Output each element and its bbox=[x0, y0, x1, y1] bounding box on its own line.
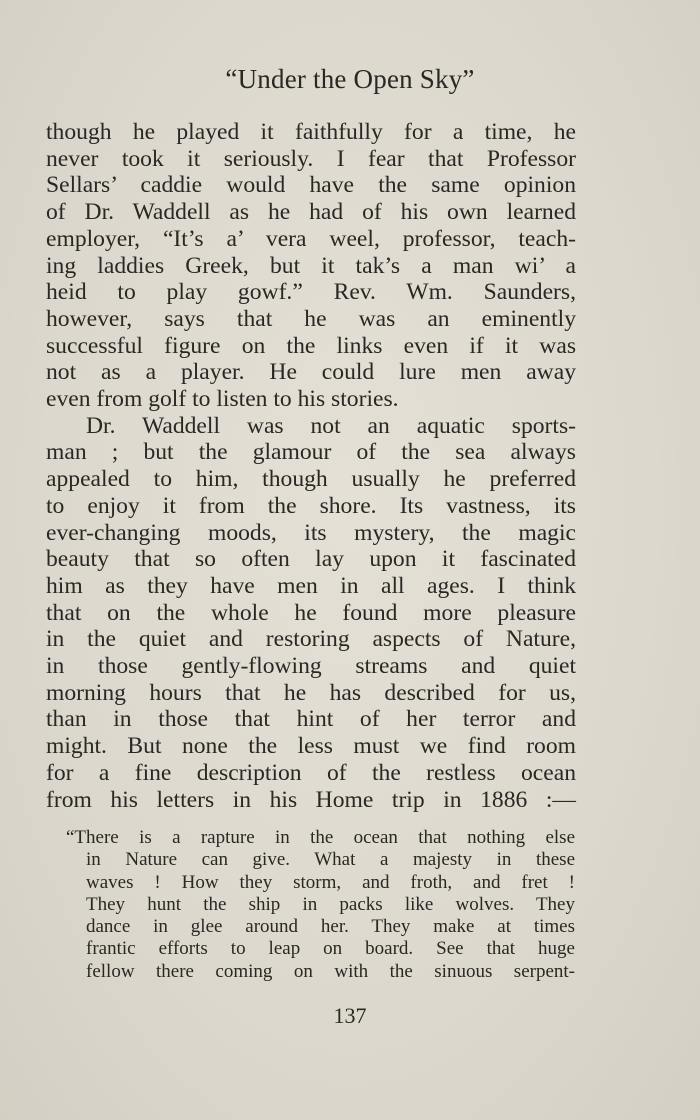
text-line: from his letters in his Home trip in 1886 :— bbox=[46, 786, 576, 813]
quote-line: frantic efforts to leap on board. See that huge bbox=[86, 938, 575, 960]
text-line: ever-changing moods, its mystery, the magic bbox=[46, 519, 576, 546]
text-line: Sellars’ caddie would have the same opinion bbox=[46, 172, 576, 199]
text-line: for a fine description of the restless ocean bbox=[46, 759, 576, 786]
quote-line: They hunt the ship in packs like wolves. They bbox=[86, 893, 575, 915]
text-line: of Dr. Waddell as he had of his own learned bbox=[46, 199, 576, 226]
page-number: 137 bbox=[333, 1003, 367, 1028]
block-quote bbox=[66, 827, 575, 983]
body-text bbox=[46, 119, 576, 813]
text-line: morning hours that he has described for us, bbox=[46, 679, 576, 706]
text-line: that on the whole he found more pleasure bbox=[46, 599, 576, 626]
text-line: not as a player. He could lure men away bbox=[46, 359, 576, 386]
text-line: though he played it faithfully for a time, he bbox=[46, 119, 576, 145]
text-line: man ; but the glamour of the sea always bbox=[46, 439, 576, 466]
text-line: in the quiet and restoring aspects of Nature, bbox=[46, 626, 576, 653]
text-line: Dr. Waddell was not an aquatic sports- bbox=[86, 412, 576, 439]
text-line: him as they have men in all ages. I think bbox=[46, 572, 576, 599]
text-line: never took it seriously. I fear that Professor bbox=[46, 145, 576, 172]
quote-line: in Nature can give. What a majesty in these bbox=[86, 849, 575, 871]
quote-line: “There is a rapture in the ocean that nothing else bbox=[66, 827, 575, 848]
text-line: however, says that he was an eminently bbox=[46, 305, 576, 332]
running-head: “Under the Open Sky” bbox=[225, 64, 475, 94]
text-line: even from golf to listen to his stories. bbox=[46, 386, 399, 413]
text-line: heid to play gowf.” Rev. Wm. Saunders, bbox=[46, 279, 576, 306]
text-line: might. But none the less must we find room bbox=[46, 733, 576, 760]
quote-line: dance in glee around her. They make at times bbox=[86, 916, 575, 938]
text-line: appealed to him, though usually he preferred bbox=[46, 466, 576, 493]
quote-line: waves ! How they storm, and froth, and fret ! bbox=[86, 871, 575, 893]
text-line: in those gently-flowing streams and quiet bbox=[46, 653, 576, 680]
text-line: employer, “It’s a’ vera weel, professor, teach- bbox=[46, 225, 576, 252]
quote-line: fellow there coming on with the sinuous serpent- bbox=[86, 960, 575, 982]
text-line: to enjoy it from the shore. Its vastness, its bbox=[46, 492, 576, 519]
text-line: successful figure on the links even if it was bbox=[46, 332, 576, 359]
text-line: than in those that hint of her terror and bbox=[46, 706, 576, 733]
text-line: beauty that so often lay upon it fascinated bbox=[46, 546, 576, 573]
text-line: ing laddies Greek, but it tak’s a man wi’ a bbox=[46, 252, 576, 279]
